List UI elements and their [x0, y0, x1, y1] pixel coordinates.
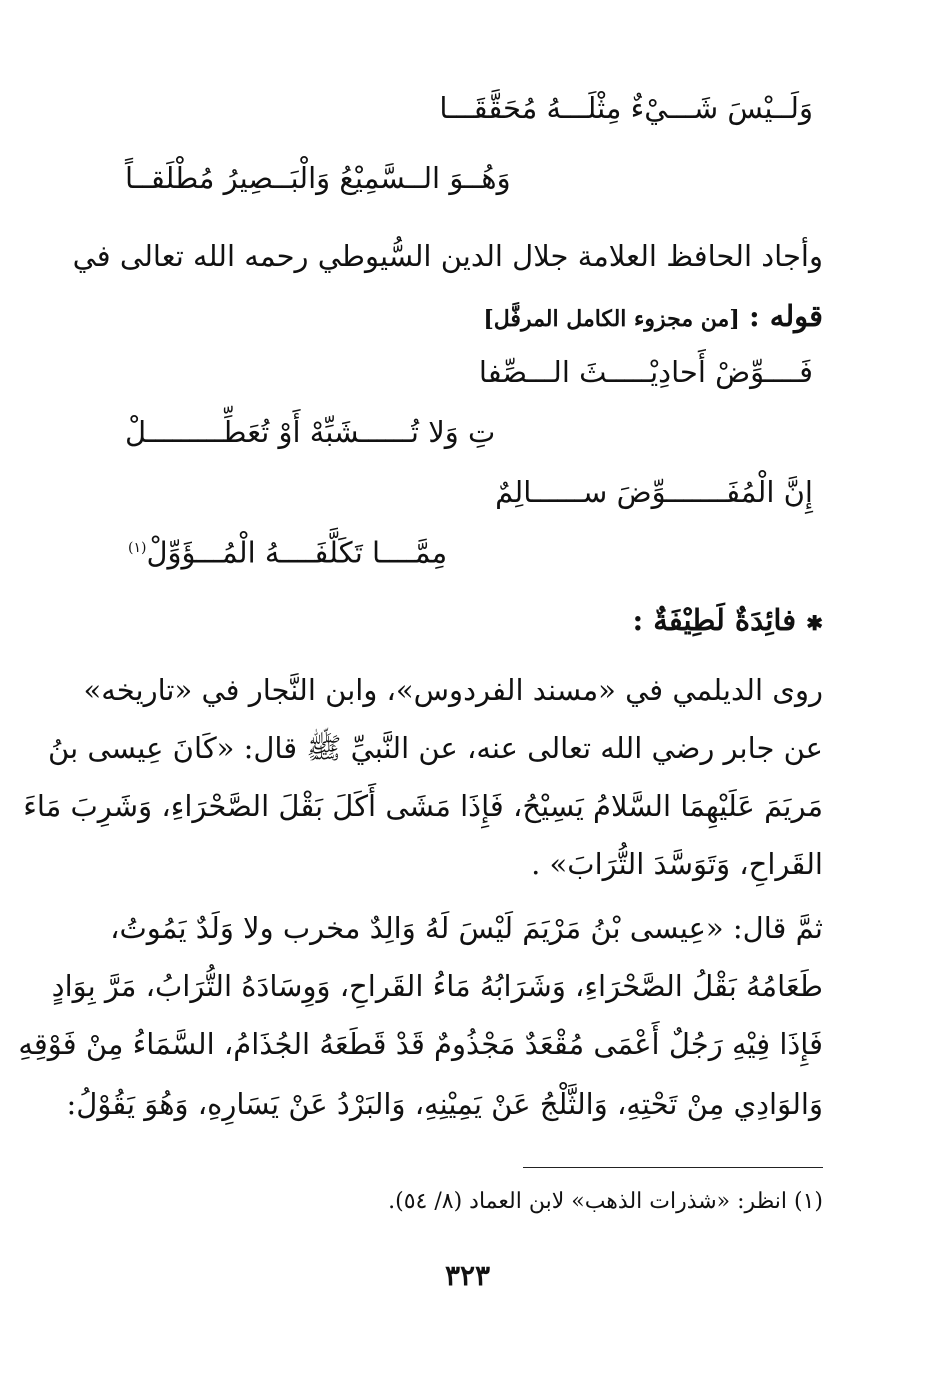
paragraph1-line2: عن جابر رضي الله تعالى عنه، عن النَّبيِّ ﷺ قال: «كَانَ عِيسى بنُ — [48, 731, 823, 765]
paragraph1-line1: روى الديلمي في «مسند الفردوس»، وابن النَّجار في «تاريخه» — [83, 673, 823, 707]
paragraph2-line4: وَالوَادِي مِنْ تَحْتِهِ، وَالثَّلْجُ عَنْ يَمِيْنِهِ، وَالبَرْدُ عَنْ يَسَارِهِ، وَهُوَ يَقُوْلُ: — [66, 1087, 823, 1121]
intro-line: وأجاد الحافظ العلامة جلال الدين السُّيوطي رحمه الله تعالى في — [72, 239, 823, 273]
footnote-text: انظر: «شذرات الذهب» لابن العماد (٨/ ٥٤). — [388, 1189, 787, 1214]
paragraph2-line2: طَعَامُهُ بَقْلُ الصَّحْرَاءِ، وَشَرَابُهُ مَاءُ القَراحِ، وَوِسَادَهُ التُّرَابُ، مَرَّ بِوَادٍ — [51, 969, 823, 1003]
paragraph2-line3: فَإِذَا فِيْهِ رَجُلٌ أَعْمَى مُقْعَدٌ مَجْذُومٌ قَدْ قَطَعَهُ الجُذَامُ، السَّمَاءُ مِنْ فَوْقِهِ — [18, 1027, 823, 1061]
paragraph2-line1: ثمَّ قال: «عِيسى بْنُ مَرْيَمَ لَيْسَ لَهُ وَالِدٌ مخرب ولا وَلَدٌ يَمُوتُ، — [110, 911, 823, 945]
footnote-number: (١) — [793, 1189, 823, 1214]
footnote-ref: (١) — [128, 540, 147, 556]
paragraph1-line3: مَريَمَ عَلَيْهِمَا السَّلامُ يَسِيْحُ، فَإِذَا مَشَى أَكَلَ بَقْلَ الصَّحْرَاءِ، وَشَرِبَ مَاءَ — [23, 789, 823, 823]
qawluhu-label: قوله : — [748, 299, 823, 333]
poem1-line1: وَلَــيْسَ شَـــيْءٌ مِثْلَـــهُ مُحَقَّقَـــا — [439, 91, 813, 125]
meter-label: [من مجزوء الكامل المرفَّل] — [483, 306, 740, 332]
poem2-line4-text: مِمَّــــا تَكَلَّفَــــهُ الْمُـــؤَوِّلْ — [146, 535, 448, 570]
footnote-divider — [523, 1167, 823, 1168]
footnote — [388, 1186, 823, 1218]
asterisk-icon: ✱ — [806, 611, 823, 635]
section-heading — [632, 600, 823, 643]
paragraph1-line4: القَراحِ، وَتَوَسَّدَ التُّرَابَ» . — [531, 847, 823, 881]
poem1-line2: وَهُــوَ الــسَّمِيْعُ وَالْبَــصِيرُ مُطْلَقــاً — [125, 161, 511, 195]
poem2-line3: إِنَّ الْمُفَـــــــوِّضَ ســــــالِمٌ — [495, 475, 813, 509]
intro-line-meter — [483, 296, 823, 339]
page-number: ٣٢٣ — [444, 1259, 491, 1292]
poem2-line4 — [128, 528, 447, 573]
poem2-line2: تِ وَلا تُــــــشَبِّهْ أَوْ تُعَطِّـــــــــلْ — [125, 415, 496, 449]
poem2-line1: فَــــوِّضْ أَحادِيْـــــثَ الـــصِّفا — [478, 355, 813, 389]
heading-text: فائِدَةٌ لَطِيْفَةٌ : — [632, 603, 797, 637]
